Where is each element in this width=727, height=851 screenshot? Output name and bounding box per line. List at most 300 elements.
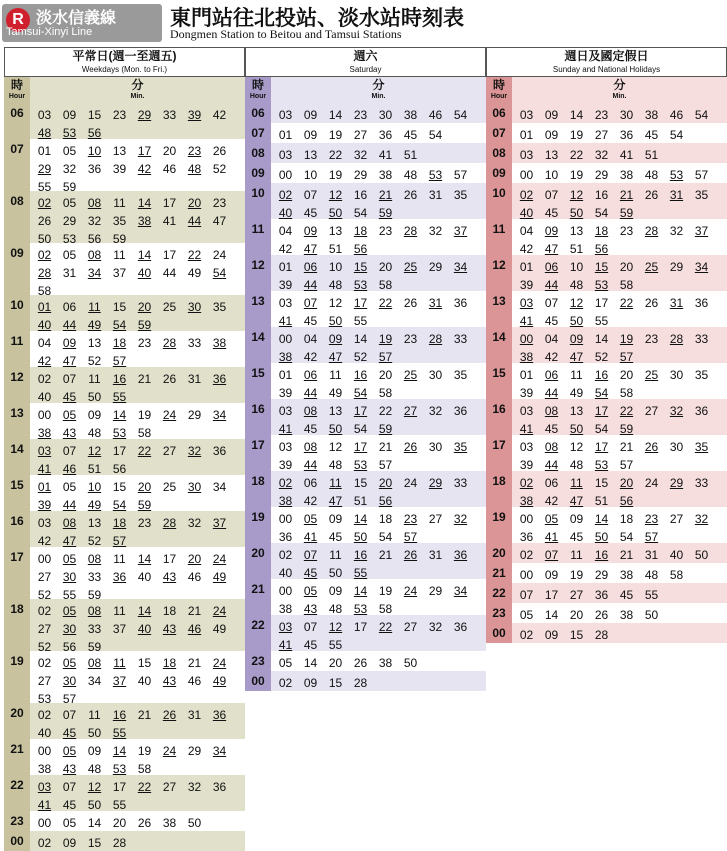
table-row bbox=[4, 103, 245, 139]
departure-minute: 08 bbox=[62, 516, 77, 530]
minutes-cell bbox=[514, 563, 727, 583]
departure-minute: 45 bbox=[62, 390, 77, 403]
departure-minute: 33 bbox=[87, 622, 102, 636]
schedule-rows bbox=[4, 103, 245, 851]
hour-cell: 13 bbox=[245, 291, 271, 327]
departure-minute: 39 bbox=[278, 458, 293, 471]
departure-minute: 11 bbox=[113, 604, 126, 618]
departure-minute: 36 bbox=[594, 588, 609, 602]
departure-minute: 32 bbox=[428, 404, 443, 418]
departure-minute: 14 bbox=[544, 608, 559, 622]
line-name-zh: 淡水信義線 bbox=[36, 10, 117, 27]
departure-minute: 36 bbox=[378, 128, 393, 142]
departure-minute: 07 bbox=[303, 620, 318, 634]
departure-minute: 36 bbox=[453, 404, 468, 418]
minute-header-zh: 分 bbox=[613, 78, 626, 92]
hour-cell: 14 bbox=[4, 439, 30, 475]
departure-minute: 18 bbox=[619, 512, 634, 526]
line-name-en: Tamsui-Xinyi Line bbox=[6, 26, 93, 38]
hour-cell: 16 bbox=[245, 399, 271, 435]
departure-minute: 21 bbox=[137, 708, 152, 722]
departure-minute: 50 bbox=[87, 390, 102, 403]
departure-minute: 09 bbox=[544, 108, 559, 122]
hour-cell: 09 bbox=[4, 243, 30, 295]
departure-minute: 15 bbox=[594, 260, 609, 274]
hour-cell: 10 bbox=[245, 183, 271, 219]
departure-minute: 45 bbox=[303, 422, 318, 435]
departure-minute: 02 bbox=[37, 372, 52, 386]
departure-minute: 45 bbox=[544, 206, 559, 219]
departure-minute: 06 bbox=[303, 368, 318, 382]
departure-minute: 26 bbox=[162, 708, 177, 722]
departure-minute: 04 bbox=[544, 332, 559, 346]
minutes-cell bbox=[273, 471, 486, 507]
departure-minute: 39 bbox=[519, 458, 534, 471]
hour-header-en: Hour bbox=[8, 93, 26, 100]
departure-minute: 57 bbox=[619, 350, 634, 363]
departure-minute: 56 bbox=[87, 232, 102, 243]
departure-minute: 01 bbox=[278, 128, 293, 142]
table-row bbox=[245, 183, 486, 219]
hour-cell: 00 bbox=[245, 671, 271, 691]
departure-minute: 54 bbox=[112, 498, 127, 511]
departure-minute: 09 bbox=[303, 128, 318, 142]
departure-minute: 17 bbox=[353, 404, 368, 418]
minutes-cell bbox=[514, 291, 727, 327]
departure-minute: 31 bbox=[644, 548, 659, 562]
departure-minute: 37 bbox=[212, 516, 227, 530]
departure-minute: 05 bbox=[62, 816, 77, 830]
departure-minute: 26 bbox=[137, 816, 152, 830]
hour-cell: 07 bbox=[4, 139, 30, 191]
hour-cell: 15 bbox=[4, 475, 30, 511]
table-row bbox=[486, 507, 727, 543]
departure-minute: 12 bbox=[328, 440, 343, 454]
departure-minute: 31 bbox=[62, 266, 77, 280]
minutes-cell bbox=[32, 547, 245, 599]
departure-minute: 49 bbox=[87, 318, 102, 331]
departure-minute: 29 bbox=[428, 260, 443, 274]
departure-minute: 41 bbox=[278, 638, 293, 651]
minutes-cell bbox=[514, 103, 727, 123]
departure-minute: 39 bbox=[278, 386, 293, 399]
departure-minute: 53 bbox=[112, 762, 127, 775]
departure-minute: 09 bbox=[87, 408, 102, 422]
panel-title-en: Sunday and National Holidays bbox=[552, 65, 661, 74]
departure-minute: 38 bbox=[278, 602, 293, 615]
departure-minute: 14 bbox=[353, 584, 368, 598]
panel-title-en: Weekdays (Mon. to Fri.) bbox=[81, 65, 168, 74]
departure-minute: 22 bbox=[378, 296, 393, 310]
departure-minute: 28 bbox=[112, 836, 127, 850]
departure-minute: 17 bbox=[353, 620, 368, 634]
hour-cell: 18 bbox=[245, 471, 271, 507]
departure-minute: 26 bbox=[644, 440, 659, 454]
departure-minute: 58 bbox=[137, 426, 152, 439]
departure-minute: 45 bbox=[303, 206, 318, 219]
departure-minute: 29 bbox=[594, 168, 609, 182]
departure-minute: 49 bbox=[328, 386, 343, 399]
minute-header-en: Min. bbox=[371, 93, 386, 100]
departure-minute: 41 bbox=[303, 530, 318, 543]
departure-minute: 25 bbox=[644, 260, 659, 274]
departure-minute: 19 bbox=[137, 744, 152, 758]
departure-minute: 34 bbox=[212, 408, 227, 422]
departure-minute: 56 bbox=[112, 462, 127, 475]
departure-minute: 13 bbox=[328, 224, 343, 238]
departure-minute: 49 bbox=[87, 498, 102, 511]
departure-minute: 59 bbox=[137, 318, 152, 331]
departure-minute: 32 bbox=[187, 780, 202, 794]
departure-minute: 27 bbox=[37, 570, 52, 584]
departure-minute: 34 bbox=[453, 260, 468, 274]
minutes-cell bbox=[32, 191, 245, 243]
departure-minute: 15 bbox=[87, 108, 102, 122]
departure-minute: 57 bbox=[403, 530, 418, 543]
departure-minute: 24 bbox=[162, 408, 177, 422]
departure-minute: 07 bbox=[303, 188, 318, 202]
minutes-cell bbox=[273, 219, 486, 255]
table-row bbox=[486, 219, 727, 255]
departure-minute: 48 bbox=[37, 126, 52, 139]
table-row bbox=[486, 471, 727, 507]
departure-minute: 52 bbox=[37, 588, 52, 599]
minute-header-zh: 分 bbox=[372, 78, 385, 92]
departure-minute: 04 bbox=[303, 332, 318, 346]
departure-minute: 29 bbox=[669, 476, 684, 490]
minutes-cell bbox=[32, 139, 245, 191]
table-row bbox=[245, 543, 486, 579]
departure-minute: 54 bbox=[669, 128, 684, 142]
departure-minute: 22 bbox=[137, 444, 152, 458]
departure-minute: 04 bbox=[37, 336, 52, 350]
weekday-panel bbox=[4, 47, 245, 851]
departure-minute: 54 bbox=[353, 386, 368, 399]
departure-minute: 33 bbox=[162, 108, 177, 122]
departure-minute: 59 bbox=[87, 588, 102, 599]
departure-minute: 42 bbox=[37, 534, 52, 547]
departure-minute: 36 bbox=[212, 444, 227, 458]
departure-minute: 00 bbox=[519, 568, 534, 582]
minutes-cell bbox=[32, 831, 245, 851]
column-header bbox=[245, 77, 486, 103]
departure-minute: 02 bbox=[37, 708, 52, 722]
minutes-cell bbox=[273, 615, 486, 651]
departure-minute: 23 bbox=[212, 196, 227, 210]
departure-minute: 22 bbox=[619, 296, 634, 310]
departure-minute: 53 bbox=[353, 458, 368, 471]
departure-minute: 23 bbox=[403, 512, 418, 526]
departure-minute: 16 bbox=[594, 368, 609, 382]
departure-minute: 29 bbox=[62, 214, 77, 228]
departure-minute: 46 bbox=[162, 162, 177, 176]
departure-minute: 22 bbox=[378, 404, 393, 418]
departure-minute: 45 bbox=[403, 128, 418, 142]
departure-minute: 54 bbox=[353, 422, 368, 435]
panel-title-en: Saturday bbox=[349, 65, 382, 74]
departure-minute: 03 bbox=[519, 148, 534, 162]
departure-minute: 03 bbox=[278, 148, 293, 162]
departure-minute: 03 bbox=[519, 440, 534, 454]
departure-minute: 07 bbox=[519, 588, 534, 602]
hour-cell: 07 bbox=[486, 123, 512, 143]
departure-minute: 03 bbox=[37, 108, 52, 122]
departure-minute: 09 bbox=[62, 108, 77, 122]
departure-minute: 28 bbox=[403, 224, 418, 238]
departure-minute: 50 bbox=[353, 530, 368, 543]
departure-minute: 37 bbox=[112, 622, 127, 636]
minutes-cell bbox=[514, 399, 727, 435]
departure-minute: 34 bbox=[212, 480, 227, 494]
departure-minute: 18 bbox=[112, 516, 127, 530]
minutes-cell bbox=[32, 103, 245, 139]
departure-minute: 51 bbox=[328, 242, 343, 255]
departure-minute: 42 bbox=[37, 354, 52, 367]
departure-minute: 48 bbox=[644, 568, 659, 582]
departure-minute: 42 bbox=[137, 162, 152, 176]
departure-minute: 29 bbox=[594, 568, 609, 582]
departure-minute: 08 bbox=[87, 604, 102, 618]
table-row bbox=[4, 651, 245, 703]
table-row bbox=[486, 623, 727, 643]
minutes-cell bbox=[514, 163, 727, 183]
hour-cell: 23 bbox=[486, 603, 512, 623]
hour-column-header bbox=[245, 77, 271, 103]
minutes-cell bbox=[514, 219, 727, 255]
hour-cell: 10 bbox=[486, 183, 512, 219]
departure-minute: 38 bbox=[137, 214, 152, 228]
departure-minute: 31 bbox=[428, 296, 443, 310]
table-row bbox=[245, 671, 486, 691]
departure-minute: 22 bbox=[619, 404, 634, 418]
departure-minute: 18 bbox=[353, 224, 368, 238]
departure-minute: 52 bbox=[353, 350, 368, 363]
departure-minute: 27 bbox=[37, 674, 52, 688]
departure-minute: 30 bbox=[428, 368, 443, 382]
departure-minute: 29 bbox=[187, 408, 202, 422]
departure-minute: 50 bbox=[328, 314, 343, 327]
departure-minute: 54 bbox=[694, 108, 709, 122]
table-row bbox=[4, 511, 245, 547]
minutes-cell bbox=[273, 255, 486, 291]
departure-minute: 32 bbox=[428, 224, 443, 238]
departure-minute: 01 bbox=[278, 260, 293, 274]
departure-minute: 32 bbox=[353, 148, 368, 162]
minutes-cell bbox=[32, 475, 245, 511]
hour-header-zh: 時 bbox=[10, 78, 23, 92]
departure-minute: 58 bbox=[378, 278, 393, 291]
departure-minute: 08 bbox=[303, 404, 318, 418]
departure-minute: 47 bbox=[544, 242, 559, 255]
departure-minute: 27 bbox=[353, 128, 368, 142]
departure-minute: 18 bbox=[594, 224, 609, 238]
column-header bbox=[486, 77, 727, 103]
hour-cell: 17 bbox=[4, 547, 30, 599]
hour-cell: 00 bbox=[4, 831, 30, 851]
departure-minute: 27 bbox=[162, 780, 177, 794]
departure-minute: 52 bbox=[87, 534, 102, 547]
departure-minute: 06 bbox=[544, 368, 559, 382]
departure-minute: 15 bbox=[112, 480, 127, 494]
departure-minute: 58 bbox=[669, 568, 684, 582]
minutes-cell bbox=[32, 599, 245, 651]
departure-minute: 14 bbox=[137, 604, 152, 618]
departure-minute: 43 bbox=[162, 674, 177, 688]
departure-minute: 09 bbox=[87, 744, 102, 758]
departure-minute: 48 bbox=[403, 168, 418, 182]
departure-minute: 34 bbox=[212, 744, 227, 758]
table-row bbox=[486, 291, 727, 327]
departure-minute: 07 bbox=[62, 780, 77, 794]
departure-minute: 49 bbox=[212, 674, 227, 688]
table-row bbox=[4, 475, 245, 511]
minutes-cell bbox=[514, 363, 727, 399]
departure-minute: 00 bbox=[37, 816, 52, 830]
departure-minute: 24 bbox=[403, 476, 418, 490]
departure-minute: 38 bbox=[619, 568, 634, 582]
departure-minute: 53 bbox=[353, 602, 368, 615]
departure-minute: 01 bbox=[37, 300, 52, 314]
minute-header-en: Min. bbox=[130, 93, 145, 100]
departure-minute: 34 bbox=[694, 260, 709, 274]
departure-minute: 11 bbox=[113, 656, 126, 670]
departure-minute: 51 bbox=[87, 462, 102, 475]
departure-minute: 52 bbox=[212, 162, 227, 176]
departure-minute: 36 bbox=[453, 548, 468, 562]
departure-minute: 59 bbox=[378, 206, 393, 219]
table-row bbox=[486, 327, 727, 363]
departure-minute: 38 bbox=[403, 108, 418, 122]
departure-minute: 36 bbox=[87, 162, 102, 176]
departure-minute: 48 bbox=[644, 168, 659, 182]
departure-minute: 54 bbox=[112, 318, 127, 331]
departure-minute: 01 bbox=[519, 368, 534, 382]
departure-minute: 41 bbox=[37, 798, 52, 811]
departure-minute: 05 bbox=[62, 656, 77, 670]
departure-minute: 05 bbox=[303, 584, 318, 598]
departure-minute: 35 bbox=[453, 440, 468, 454]
departure-minute: 47 bbox=[328, 350, 343, 363]
departure-minute: 22 bbox=[328, 148, 343, 162]
departure-minute: 10 bbox=[569, 260, 584, 274]
minutes-cell bbox=[273, 579, 486, 615]
departure-minute: 31 bbox=[428, 188, 443, 202]
departure-minute: 55 bbox=[112, 726, 127, 739]
departure-minute: 22 bbox=[569, 148, 584, 162]
minute-column-header bbox=[512, 77, 727, 103]
departure-minute: 40 bbox=[669, 548, 684, 562]
departure-minute: 26 bbox=[644, 296, 659, 310]
departure-minute: 44 bbox=[303, 386, 318, 399]
minutes-cell bbox=[273, 671, 486, 691]
departure-minute: 38 bbox=[519, 494, 534, 507]
departure-minute: 00 bbox=[519, 168, 534, 182]
page-title-en: Dongmen Station to Beitou and Tamsui Stations bbox=[170, 27, 402, 41]
departure-minute: 38 bbox=[644, 108, 659, 122]
departure-minute: 12 bbox=[569, 188, 584, 202]
departure-minute: 05 bbox=[62, 248, 77, 262]
minutes-cell bbox=[32, 739, 245, 775]
hour-cell: 22 bbox=[4, 775, 30, 811]
departure-minute: 01 bbox=[37, 480, 52, 494]
departure-minute: 18 bbox=[378, 512, 393, 526]
departure-minute: 07 bbox=[544, 296, 559, 310]
departure-minute: 58 bbox=[378, 386, 393, 399]
table-row bbox=[4, 403, 245, 439]
departure-minute: 34 bbox=[87, 674, 102, 688]
table-row bbox=[486, 543, 727, 563]
departure-minute: 27 bbox=[403, 620, 418, 634]
departure-minute: 11 bbox=[113, 552, 126, 566]
departure-minute: 09 bbox=[303, 676, 318, 690]
table-row bbox=[486, 435, 727, 471]
panel-title bbox=[245, 47, 486, 77]
departure-minute: 59 bbox=[619, 206, 634, 219]
departure-minute: 41 bbox=[162, 214, 177, 228]
minutes-cell bbox=[273, 363, 486, 399]
departure-minute: 54 bbox=[594, 386, 609, 399]
departure-minute: 49 bbox=[212, 570, 227, 584]
departure-minute: 19 bbox=[378, 584, 393, 598]
departure-minute: 03 bbox=[519, 296, 534, 310]
departure-minute: 41 bbox=[278, 314, 293, 327]
departure-minute: 16 bbox=[112, 372, 127, 386]
departure-minute: 16 bbox=[594, 548, 609, 562]
departure-minute: 20 bbox=[137, 300, 152, 314]
departure-minute: 14 bbox=[112, 744, 127, 758]
hour-header-zh: 時 bbox=[492, 78, 505, 92]
departure-minute: 25 bbox=[403, 260, 418, 274]
departure-minute: 57 bbox=[62, 692, 77, 703]
departure-minute: 46 bbox=[187, 622, 202, 636]
minutes-cell bbox=[32, 295, 245, 331]
table-row bbox=[4, 775, 245, 811]
departure-minute: 24 bbox=[644, 476, 659, 490]
hour-cell: 08 bbox=[245, 143, 271, 163]
departure-minute: 39 bbox=[519, 278, 534, 291]
table-row bbox=[4, 243, 245, 295]
table-row bbox=[486, 583, 727, 603]
departure-minute: 44 bbox=[303, 458, 318, 471]
departure-minute: 19 bbox=[619, 332, 634, 346]
departure-minute: 15 bbox=[353, 476, 368, 490]
departure-minute: 58 bbox=[137, 762, 152, 775]
departure-minute: 46 bbox=[187, 570, 202, 584]
departure-minute: 50 bbox=[328, 566, 343, 579]
hour-cell: 14 bbox=[245, 327, 271, 363]
departure-minute: 15 bbox=[137, 656, 152, 670]
departure-minute: 57 bbox=[112, 354, 127, 367]
departure-minute: 31 bbox=[669, 296, 684, 310]
departure-minute: 16 bbox=[594, 188, 609, 202]
departure-minute: 26 bbox=[403, 548, 418, 562]
departure-minute: 54 bbox=[594, 422, 609, 435]
departure-minute: 59 bbox=[62, 180, 77, 191]
hour-cell: 13 bbox=[4, 403, 30, 439]
departure-minute: 27 bbox=[644, 404, 659, 418]
departure-minute: 50 bbox=[569, 314, 584, 327]
departure-minute: 47 bbox=[328, 494, 343, 507]
minutes-cell bbox=[514, 471, 727, 507]
departure-minute: 43 bbox=[162, 622, 177, 636]
column-header bbox=[4, 77, 245, 103]
departure-minute: 45 bbox=[644, 128, 659, 142]
departure-minute: 31 bbox=[187, 708, 202, 722]
departure-minute: 38 bbox=[619, 608, 634, 622]
departure-minute: 35 bbox=[453, 368, 468, 382]
departure-minute: 07 bbox=[62, 708, 77, 722]
hour-cell: 06 bbox=[486, 103, 512, 123]
